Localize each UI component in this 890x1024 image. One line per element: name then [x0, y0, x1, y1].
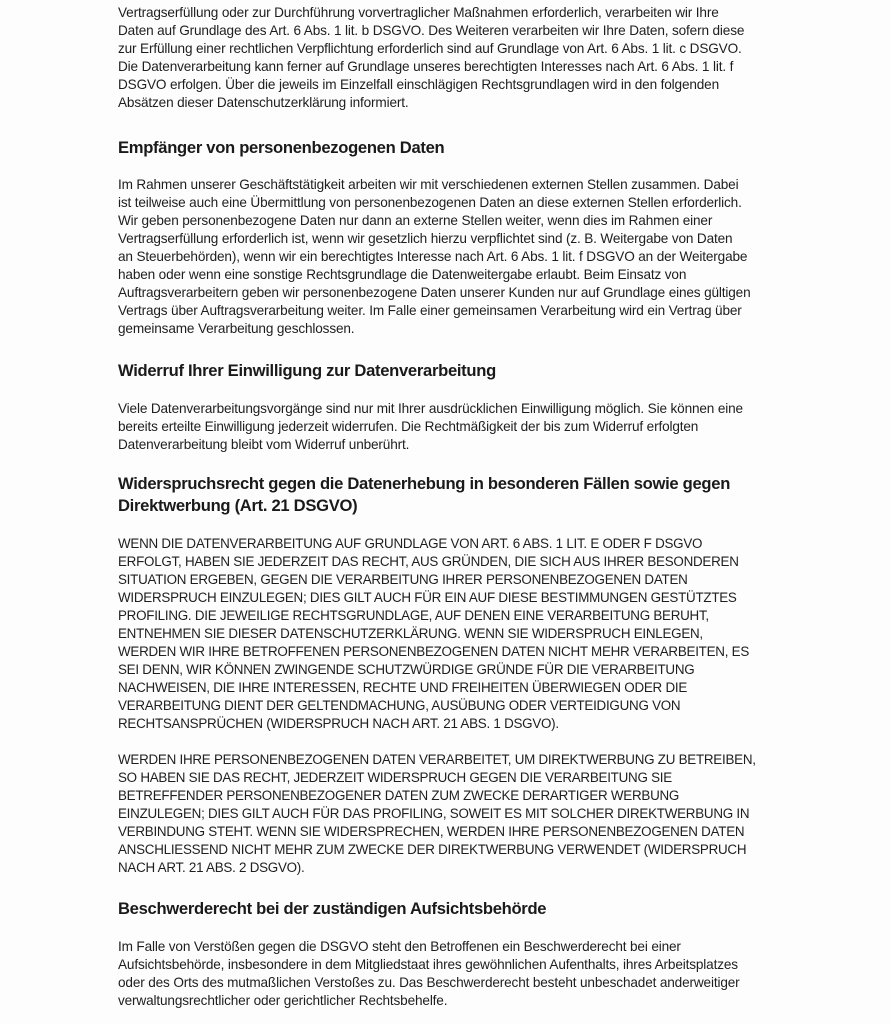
text-line: Datenverarbeitung bleibt vom Widerruf unberührt.	[118, 437, 410, 452]
text-line: WERDEN IHRE PERSONENBEZOGENEN DATEN VERARBEITET, UM DIREKTWERBUNG ZU BETREIBEN,	[118, 752, 756, 767]
text-line: ENTNEHMEN SIE DIESER DATENSCHUTZERKLÄRUNG. WENN SIE WIDERSPRUCH EINLEGEN,	[118, 626, 703, 641]
section-heading: Empfänger von personenbezogenen Daten	[118, 138, 445, 157]
text-line: EINZULEGEN; DIES GILT AUCH FÜR DAS PROFILING, SOWEIT ES MIT SOLCHER DIREKTWERBUNG IN	[118, 806, 750, 821]
text-line: Vertragserfüllung oder zur Durchführung vorvertraglicher Maßnahmen erforderlich, verarbeiten wir Ihre	[118, 5, 719, 20]
text-line: verwaltungsrechtlicher oder gerichtlicher Rechtsbehelfe.	[118, 993, 448, 1008]
text-line: ist teilweise auch eine Übermittlung von personenbezogenen Daten an diese externen Stellen erforderlich.	[118, 195, 742, 210]
text-line: Aufsichtsbehörde, insbesondere in dem Mitgliedstaat ihres gewöhnlichen Aufenthalts, ihres Arbeitsplatzes	[118, 957, 738, 972]
section-heading: Direktwerbung (Art. 21 DSGVO)	[118, 496, 358, 515]
text-line: zur Erfüllung einer rechtlichen Verpflichtung erforderlich sind auf Grundlage von Art. 6 Abs. 1 lit. c DSGVO.	[118, 41, 742, 56]
section-heading: Widerruf Ihrer Einwilligung zur Datenverarbeitung	[118, 361, 496, 380]
section-heading: Beschwerderecht bei der zuständigen Aufsichtsbehörde	[118, 899, 547, 918]
text-line: gemeinsame Verarbeitung geschlossen.	[118, 321, 355, 336]
text-line: Viele Datenverarbeitungsvorgänge sind nur mit Ihrer ausdrücklichen Einwilligung möglich. Sie können eine	[118, 401, 743, 416]
text-line: SEI DENN, WIR KÖNNEN ZWINGENDE SCHUTZWÜRDIGE GRÜNDE FÜR DIE VERARBEITUNG	[118, 662, 695, 677]
text-line: Vertrags über Auftragsverarbeitung weiter. Im Falle einer gemeinsamen Verarbeitung wird ein Vertrag über	[118, 303, 742, 318]
text-line: an Steuerbehörden), wenn wir ein berechtigtes Interesse nach Art. 6 Abs. 1 lit. f DSGVO an der Weitergabe	[118, 249, 748, 264]
text-line: VERARBEITUNG DIENT DER GELTENDMACHUNG, AUSÜBUNG ODER VERTEIDIGUNG VON	[118, 698, 681, 713]
text-line: oder des Orts des mutmaßlichen Verstoßes zu. Das Beschwerderecht besteht unbeschadet anderweitiger	[118, 975, 740, 990]
text-line: SO HABEN SIE DAS RECHT, JEDERZEIT WIDERSPRUCH GEGEN DIE VERARBEITUNG SIE	[118, 770, 672, 785]
text-line: Im Falle von Verstößen gegen die DSGVO steht den Betroffenen ein Beschwerderecht bei einer	[118, 939, 681, 954]
text-line: ANSCHLIESSEND NICHT MEHR ZUM ZWECKE DER DIREKTWERBUNG VERWENDET (WIDERSPRUCH	[118, 842, 747, 857]
text-line: Absätzen dieser Datenschutzerklärung informiert.	[118, 95, 409, 110]
text-line: Auftragsverarbeitern geben wir personenbezogene Daten unserer Kunden nur auf Grundlage eines gültigen	[118, 285, 751, 300]
text-line: RECHTSANSPRÜCHEN (WIDERSPRUCH NACH ART. 21 ABS. 1 DSGVO).	[118, 716, 559, 731]
text-line: WERDEN WIR IHRE BETROFFENEN PERSONENBEZOGENEN DATEN NICHT MEHR VERARBEITEN, ES	[118, 644, 750, 659]
text-line: SITUATION ERGEBEN, GEGEN DIE VERARBEITUNG IHRER PERSONENBEZOGENEN DATEN	[118, 572, 688, 587]
text-line: Vertragserfüllung erforderlich ist, wenn wir gesetzlich hierzu verpflichtet sind (z. B. Weitergabe von Daten	[118, 231, 733, 246]
text-line: VERBINDUNG STEHT. WENN SIE WIDERSPRECHEN, WERDEN IHRE PERSONENBEZOGENEN DATEN	[118, 824, 745, 839]
text-line: Wir geben personenbezogene Daten nur dann an externe Stellen weiter, wenn dies im Rahmen einer	[118, 213, 713, 228]
section-heading: Widerspruchsrecht gegen die Datenerhebung in besonderen Fällen sowie gegen	[118, 474, 731, 493]
text-line: WENN DIE DATENVERARBEITUNG AUF GRUNDLAGE VON ART. 6 ABS. 1 LIT. E ODER F DSGVO	[118, 536, 703, 551]
text-line: ERFOLGT, HABEN SIE JEDERZEIT DAS RECHT, AUS GRÜNDEN, DIE SICH AUS IHRER BESONDEREN	[118, 554, 739, 569]
text-line: WIDERSPRUCH EINZULEGEN; DIES GILT AUCH FÜR EIN AUF DIESE BESTIMMUNGEN GESTÜTZTES	[118, 590, 737, 605]
text-line: Im Rahmen unserer Geschäftstätigkeit arbeiten wir mit verschiedenen externen Stellen zusammen. Dabei	[118, 177, 739, 192]
text-line: bereits erteilte Einwilligung jederzeit widerrufen. Die Rechtmäßigkeit der bis zum Widerruf erfolgten	[118, 419, 699, 434]
text-line: DSGVO erfolgen. Über die jeweils im Einzelfall einschlägigen Rechtsgrundlagen wird in den folgenden	[118, 77, 719, 92]
text-line: haben oder wenn eine sonstige Rechtsgrundlage die Datenweitergabe erlaubt. Beim Einsatz von	[118, 267, 687, 282]
text-line: PROFILING. DIE JEWEILIGE RECHTSGRUNDLAGE, AUF DENEN EINE VERARBEITUNG BERUHT,	[118, 608, 709, 623]
text-line: BETREFFENDER PERSONENBEZOGENER DATEN ZUM ZWECKE DERARTIGER WERBUNG	[118, 788, 680, 803]
text-line: Daten auf Grundlage des Art. 6 Abs. 1 lit. b DSGVO. Des Weiteren verarbeiten wir Ihre Daten, sofern diese	[118, 23, 745, 38]
text-line: Die Datenverarbeitung kann ferner auf Grundlage unseres berechtigten Interesses nach Art. 6 Abs. 1 lit. f	[118, 59, 734, 74]
text-line: NACH ART. 21 ABS. 2 DSGVO).	[118, 860, 305, 875]
text-line: NACHWEISEN, DIE IHRE INTERESSEN, RECHTE UND FREIHEITEN ÜBERWIEGEN ODER DIE	[118, 680, 688, 695]
